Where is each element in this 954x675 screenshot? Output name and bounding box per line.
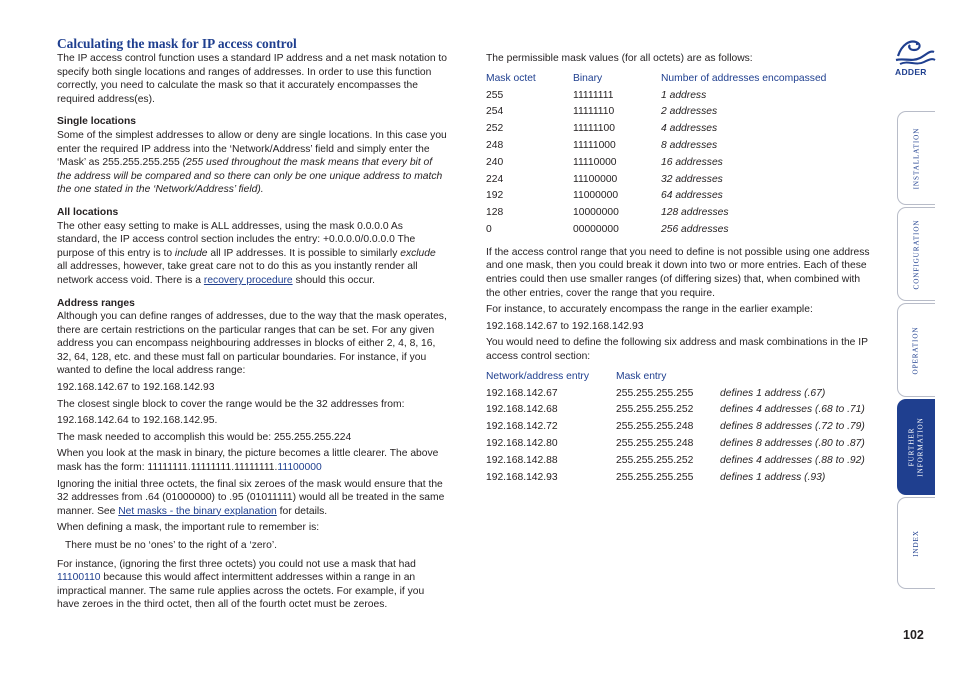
ranges-paragraph-1: Although you can define ranges of addresses, due to the way that the mask operates, there are certain restrictions on the particular ranges that can be set. For any given address you can encompass neighbouring addresses in blocks of either 2, 4, 8, 16, 32, 64, 128, etc. and these must fall on particular boundaries. For instance, if you wanted to define the local address range: xyxy=(57,311,447,377)
table-row xyxy=(486,156,826,173)
right-column xyxy=(486,52,876,487)
table-row xyxy=(486,471,865,488)
table-cell: 128 addresses xyxy=(661,207,729,219)
table-cell: 192.168.142.68 xyxy=(486,404,558,416)
tab-installation[interactable] xyxy=(897,111,935,205)
mask-rule: There must be no ‘ones’ to the right of a ‘zero’. xyxy=(65,540,277,551)
tab-configuration[interactable] xyxy=(897,207,935,301)
table-cell: 128 xyxy=(486,207,504,219)
table-cell: 192.168.142.80 xyxy=(486,437,558,449)
table-cell: 248 xyxy=(486,139,504,151)
net-masks-link[interactable]: Net masks - the binary explanation xyxy=(118,505,277,517)
combinations-paragraph: You would need to define the following six address and mask combinations in the IP access control section: xyxy=(486,337,868,362)
table-cell: defines 1 address (.93) xyxy=(720,471,826,483)
tab-index[interactable] xyxy=(897,497,935,589)
range-example: 192.168.142.67 to 192.168.142.93 xyxy=(486,320,644,332)
column-header: Binary xyxy=(573,72,603,84)
range-example-2: 192.168.142.64 to 192.168.142.95. xyxy=(57,415,218,427)
table-cell: 2 addresses xyxy=(661,106,718,118)
table-cell: 255.255.255.252 xyxy=(616,454,694,466)
table-cell: 255.255.255.255 xyxy=(616,387,694,399)
table-cell: 11111111 xyxy=(573,89,614,101)
address-ranges-heading: Address ranges xyxy=(57,297,135,309)
table-cell: 252 xyxy=(486,123,504,135)
ranges-paragraph-3: The mask needed to accomplish this would be: 255.255.255.224 xyxy=(57,431,352,443)
table-cell: defines 4 addresses (.88 to .92) xyxy=(720,454,865,466)
table-row xyxy=(486,206,826,223)
ranges-paragraph-2: The closest single block to cover the range would be the 32 addresses from: xyxy=(57,398,405,410)
instance-paragraph: For instance, to accurately encompass the range in the earlier example: xyxy=(486,304,813,316)
table-cell: 64 addresses xyxy=(661,190,723,202)
all-locations-heading: All locations xyxy=(57,206,119,218)
table-cell: 11111100 xyxy=(573,123,615,135)
table-cell: 16 addresses xyxy=(661,156,723,168)
table-row xyxy=(486,189,826,206)
table-row xyxy=(486,223,826,240)
table-header-row xyxy=(486,370,865,387)
table-cell: 255.255.255.255 xyxy=(616,471,694,483)
table-cell: 192.168.142.72 xyxy=(486,421,558,433)
table-cell: 256 addresses xyxy=(661,223,729,235)
combinations-table xyxy=(486,370,865,488)
single-locations-paragraph: Some of the simplest addresses to allow or deny are single locations. In this case you enter the required IP address into the ‘Network/Address’ field and simply enter the ‘Mask’ as 255.255.255.255 (255 used throughout the mask means that every bit of the address will be compared and so there can only be one unique address to match the one stated in the ‘Network/Address’ field). xyxy=(57,129,447,196)
tab-label: INSTALLATION xyxy=(912,127,921,189)
page-number: 102 xyxy=(903,628,924,642)
table-cell: 255.255.255.248 xyxy=(616,437,694,449)
table-cell: 0 xyxy=(486,223,492,235)
table-cell: 11111000 xyxy=(573,139,616,151)
breakdown-paragraph: If the access control range that you need to define is not possible using one address and one mask, then you could break it down into two or more entries. Each of these entries could then use smaller ranges (of differing sizes) that, when combined with the other entries, cover the range that you require. xyxy=(486,246,870,299)
ranges-paragraph-7: For instance, (ignoring the first three octets) you could not use a mask that had 11100110 because this would affect intermittent addresses within a range in an impractical manner. The same rule applies across the octets. For example, if you have zeroes in the third octet, then all of the fourth octet must be zeroes. xyxy=(57,558,425,611)
table-cell: 10000000 xyxy=(573,207,619,219)
recovery-procedure-link[interactable]: recovery procedure xyxy=(203,274,293,286)
table-row xyxy=(486,387,865,404)
table-cell: 11110000 xyxy=(573,156,617,168)
table-row xyxy=(486,454,865,471)
single-locations-heading: Single locations xyxy=(57,116,136,128)
table-cell: 240 xyxy=(486,156,504,168)
table-row xyxy=(486,122,826,139)
tab-label: FURTHER INFORMATION xyxy=(907,417,925,477)
table-cell: 00000000 xyxy=(573,223,619,235)
table-cell: 32 addresses xyxy=(661,173,723,185)
table-cell: 192 xyxy=(486,190,504,202)
table-cell: 1 address xyxy=(661,89,707,101)
ranges-paragraph-4: When you look at the mask in binary, the picture becomes a little clearer. The above mask has the form: 11111111.11111111.11111111.11100000 xyxy=(57,448,439,474)
range-example-1: 192.168.142.67 to 192.168.142.93 xyxy=(57,382,215,394)
table-cell: 11111110 xyxy=(573,106,615,118)
mask-values-intro: The permissible mask values (for all octets) are as follows: xyxy=(486,53,753,64)
tab-label: INDEX xyxy=(911,529,920,557)
tab-label: OPERATION xyxy=(912,325,920,375)
table-cell: 4 addresses xyxy=(661,123,718,135)
column-header xyxy=(720,370,865,387)
logo-text: ADDER xyxy=(895,67,927,77)
table-cell: 8 addresses xyxy=(661,139,718,151)
table-cell: 11100000 xyxy=(573,173,618,185)
table-cell: 254 xyxy=(486,106,504,118)
table-cell: 255 xyxy=(486,89,504,101)
table-cell: defines 8 addresses (.80 to .87) xyxy=(720,437,865,449)
table-cell: 224 xyxy=(486,173,504,185)
ranges-paragraph-6: When defining a mask, the important rule to remember is: xyxy=(57,522,320,534)
column-header: Network/address entry xyxy=(486,370,590,382)
all-locations-paragraph: The other easy setting to make is ALL addresses, using the mask 0.0.0.0 As standard, the IP access control section includes the entry: +0.0.0.0/0.0.0.0 The purpose of this entry is to include all IP addresses. It is possible to similarly exclude all addresses, however, take great care not to do this as you instantly render all network access void. There is a recovery procedure should this occur. xyxy=(57,220,436,286)
table-cell: 192.168.142.67 xyxy=(486,387,558,399)
table-cell: 255.255.255.248 xyxy=(616,421,694,433)
table-row xyxy=(486,420,865,437)
table-row xyxy=(486,89,826,106)
tab-operation[interactable] xyxy=(897,303,935,397)
intro-paragraph: The IP access control function uses a standard IP address and a net mask notation to specify both single locations and ranges of addresses. In order to use this function correctly, you need to calculate the mask so that it accurately encompasses the required address(es). xyxy=(57,53,447,105)
tab-further-information[interactable] xyxy=(897,399,935,495)
table-header-row xyxy=(486,72,826,89)
column-header: Mask entry xyxy=(616,370,667,382)
table-row xyxy=(486,105,826,122)
ranges-paragraph-5: Ignoring the initial three octets, the final six zeroes of the mask would ensure that the 32 addresses from .64 (01000000) to .95 (01011111) would all be treated in the same manner. See Net masks - the binary explanation for details. xyxy=(57,478,445,517)
table-cell: defines 1 address (.67) xyxy=(720,387,826,399)
left-column xyxy=(57,36,447,615)
table-row xyxy=(486,173,826,190)
tab-label: CONFIGURATION xyxy=(912,219,920,289)
table-row xyxy=(486,139,826,156)
adder-logo-icon xyxy=(890,38,938,68)
page-title: Calculating the mask for IP access control xyxy=(57,36,297,51)
table-cell: defines 4 addresses (.68 to .71) xyxy=(720,404,865,416)
mask-values-table xyxy=(486,72,826,240)
table-cell: defines 8 addresses (.72 to .79) xyxy=(720,421,865,433)
table-cell: 192.168.142.88 xyxy=(486,454,558,466)
table-row xyxy=(486,437,865,454)
table-cell: 11000000 xyxy=(573,190,619,202)
table-cell: 255.255.255.252 xyxy=(616,404,694,416)
table-row xyxy=(486,403,865,420)
column-header: Mask octet xyxy=(486,72,536,84)
column-header: Number of addresses encompassed xyxy=(661,72,827,84)
table-cell: 192.168.142.93 xyxy=(486,471,558,483)
